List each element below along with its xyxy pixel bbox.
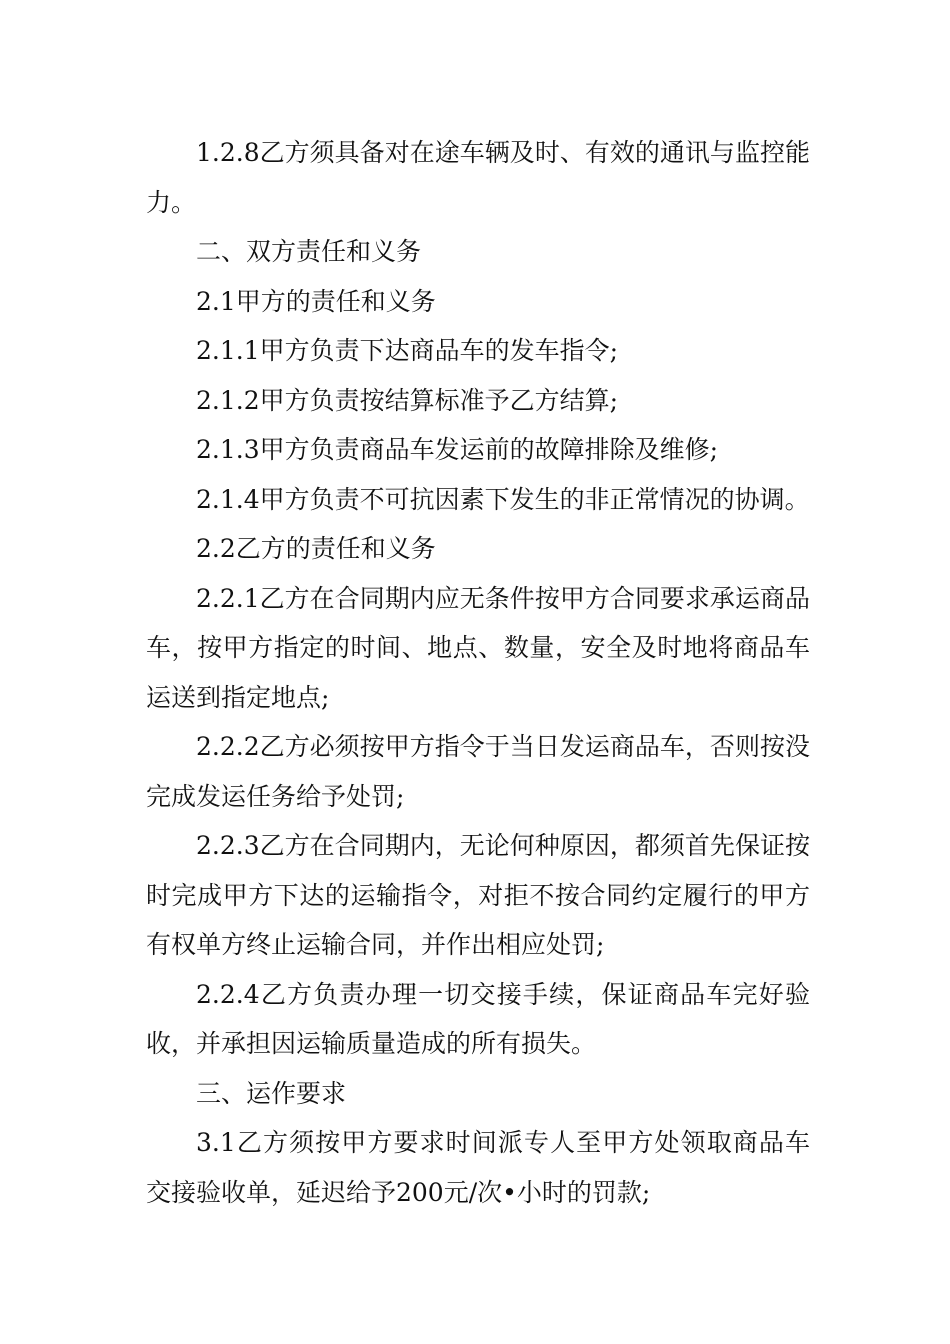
paragraph-2-1-4: 2.1.4甲方负责不可抗因素下发生的非正常情况的协调。 [196, 484, 810, 514]
paragraph-2-1-3: 2.1.3甲方负责商品车发运前的故障排除及维修; [196, 435, 719, 464]
document-body [146, 128, 810, 1217]
subsection-heading-2-1: 2.1甲方的责任和义务 [196, 286, 436, 316]
paragraph-2-2-4: 2.2.4乙方负责办理一切交接手续，保证商品车完好验收，并承担因运输质量造成的所有损失。 [146, 979, 810, 1058]
paragraph-2-2-2: 2.2.2乙方必须按甲方指令于当日发运商品车，否则按没完成发运任务给予处罚; [146, 732, 810, 811]
paragraph-2-1-2: 2.1.2甲方负责按结算标准予乙方结算; [196, 385, 619, 415]
paragraph-2-2-3: 2.2.3乙方在合同期内，无论何种原因，都须首先保证按时完成甲方下达的运输指令，对拒不按合同约定履行的甲方有权单方终止运输合同，并作出相应处罚; [146, 831, 810, 959]
paragraph-2-2-1: 2.2.1乙方在合同期内应无条件按甲方合同要求承运商品车，按甲方指定的时间、地点、数量，安全及时地将商品车运送到指定地点; [146, 583, 810, 712]
section-heading-3: 三、运作要求 [196, 1078, 347, 1108]
paragraph-3-1: 3.1乙方须按甲方要求时间派专人至甲方处领取商品车交接验收单，延迟给予200元/次•小时的罚款; [146, 1128, 810, 1207]
subsection-heading-2-2: 2.2乙方的责任和义务 [196, 534, 436, 563]
paragraph-1-2-8: 1.2.8乙方须具备对在途车辆及时、有效的通讯与监控能力。 [146, 138, 810, 217]
section-heading-2: 二、双方责任和义务 [196, 237, 422, 266]
paragraph-2-1-1: 2.1.1甲方负责下达商品车的发车指令; [196, 336, 619, 365]
